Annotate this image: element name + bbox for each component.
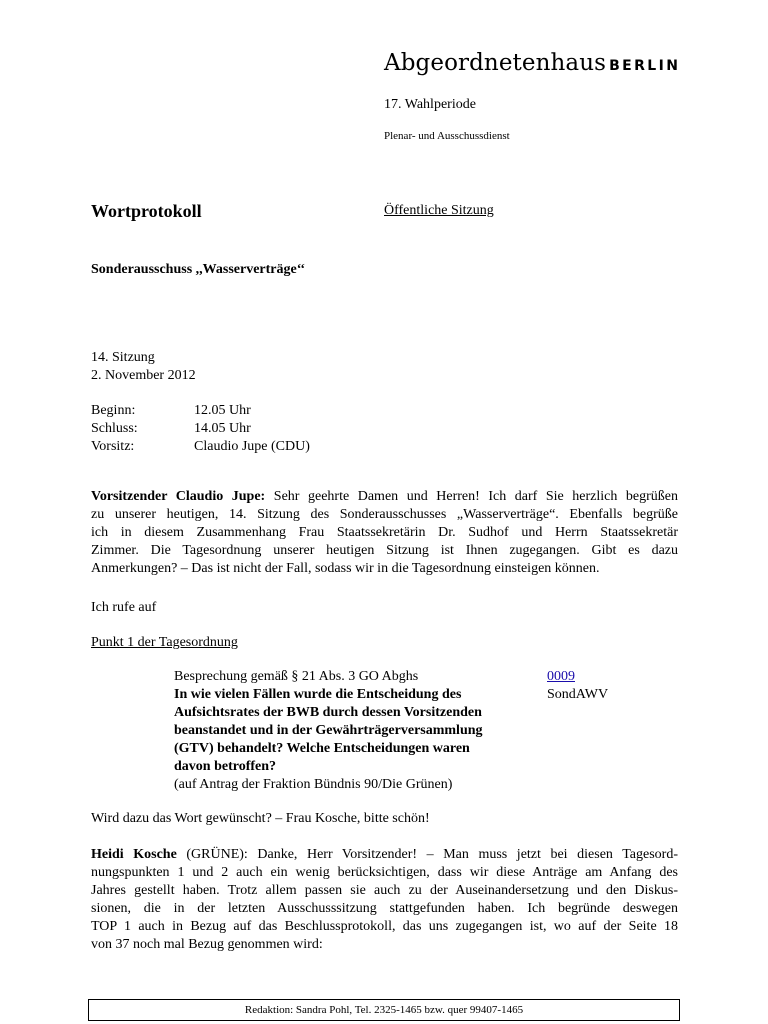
text-line: Jahres gestellt haben. Trotz allem passen sie auch zu der Auseinandersetzung und den Diskus- (91, 883, 678, 898)
session-meta (91, 402, 310, 456)
session-info (91, 349, 196, 385)
call-text: Ich rufe auf (91, 600, 157, 615)
agenda-reference-link[interactable]: 0009 (547, 669, 575, 684)
session-number: 14. Sitzung (91, 350, 155, 365)
editorial-footer: Redaktion: Sandra Pohl, Tel. 2325-1465 bzw. quer 99407-1465 (88, 999, 680, 1021)
agenda-item-heading: Punkt 1 der Tagesordnung (91, 635, 238, 650)
meta-value: 12.05 Uhr (194, 403, 251, 418)
kosche-paragraph (91, 846, 678, 954)
agenda-note: (auf Antrag der Fraktion Bündnis 90/Die Grünen) (174, 777, 453, 792)
meta-row (91, 402, 310, 420)
text-line: Heidi Kosche (GRÜNE): Danke, Herr Vorsitzender! – Man muss jetzt bei diesen Tagesord- (91, 847, 678, 862)
agenda-item-description (174, 668, 524, 794)
service-department: Plenar- und Ausschussdienst (384, 130, 510, 142)
text-line: Anmerkungen? – Das ist nicht der Fall, sodass wir in die Tagesordnung einsteigen können. (91, 561, 600, 576)
brand-city: BERLIN (609, 58, 681, 74)
agenda-question-line: beanstandet und in der Gewährträgerversammlung (174, 723, 483, 738)
document-title: Wortprotokoll (91, 201, 202, 221)
speaker-name: Vorsitzender Claudio Jupe: (91, 489, 266, 504)
agenda-question-line: (GTV) behandelt? Welche Entscheidungen waren (174, 741, 470, 756)
election-period: 17. Wahlperiode (384, 97, 476, 112)
meta-value: 14.05 Uhr (194, 421, 251, 436)
meta-value: Claudio Jupe (CDU) (194, 439, 310, 454)
text-line: Zimmer. Die Tagesordnung unserer heutigen Sitzung ist Ihnen zugegangen. Gibt es dazu (91, 543, 678, 558)
meta-row (91, 438, 310, 456)
public-session-label: Öffentliche Sitzung (384, 203, 494, 218)
text-line: ich in diesem Zusammenhang Frau Staatssekretärin Dr. Sudhof und Herrn Staatssekretär (91, 525, 678, 540)
meta-key: Beginn: (91, 403, 136, 418)
agenda-basis: Besprechung gemäß § 21 Abs. 3 GO Abghs (174, 669, 419, 684)
session-date: 2. November 2012 (91, 368, 196, 383)
text-line: von 37 noch mal Bezug genommen wird: (91, 937, 323, 952)
speaker-name: Heidi Kosche (91, 847, 177, 862)
agenda-question-line: Aufsichtsrates der BWB durch dessen Vorsitzenden (174, 705, 482, 720)
meta-key: Vorsitz: (91, 439, 135, 454)
brand-name: Abgeordnetenhaus (384, 50, 607, 76)
brand-logo (384, 50, 681, 76)
text-line: sionen, die in der letzten Ausschusssitzung stattgefunden haben. Ich begründe deswegen (91, 901, 678, 916)
text-line: zu unserer heutigen, 14. Sitzung des Sonderausschusses „Wasserverträge“. Ebenfalls begrüße (91, 507, 678, 522)
text-line: Vorsitzender Claudio Jupe: Sehr geehrte Damen und Herren! Ich darf Sie herzlich begrüßen (91, 489, 679, 504)
agenda-question-line: davon betroffen? (174, 759, 277, 774)
text-line: nungspunkten 1 und 2 auch ein wenig berücksichtigen, dass wir diese Anträge am Anfang des (91, 865, 678, 880)
question-text: Wird dazu das Wort gewünscht? – Frau Kosche, bitte schön! (91, 811, 430, 826)
committee-name: Sonderausschuss ,,Wasserverträge‘‘ (91, 262, 306, 277)
agenda-question-line: In wie vielen Fällen wurde die Entscheidung des (174, 687, 462, 702)
agenda-reference (547, 668, 608, 704)
agenda-reference-code: SondAWV (547, 687, 609, 702)
meta-row (91, 420, 310, 438)
chair-intro-paragraph (91, 488, 678, 578)
meta-key: Schluss: (91, 421, 138, 436)
text-line: TOP 1 auch in Bezug auf das Beschlussprotokoll, das uns zugegangen ist, wo auf der Seite 18 (91, 919, 678, 934)
